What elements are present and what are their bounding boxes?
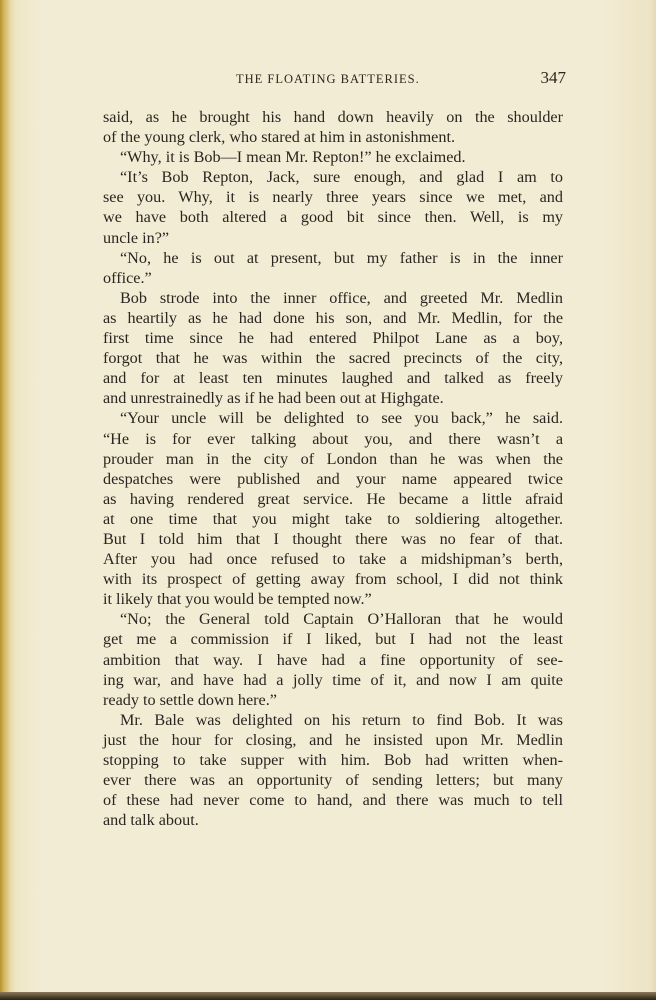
- text-line: of the young clerk, who stared at him in astonishment.: [103, 128, 456, 147]
- text-line: we have both altered a good bit since then. Well, is my: [103, 208, 563, 227]
- text-line: forgot that he was within the sacred precincts of the city,: [103, 349, 563, 368]
- text-line: stopping to take supper with him. Bob had written when-: [103, 751, 563, 769]
- text-line: as heartily as he had done his son, and Mr. Medlin, for the: [103, 308, 563, 327]
- text-line: “Why, it is Bob—I mean Mr. Repton!” he exclaimed.: [120, 148, 466, 167]
- text-line: see you. Why, it is nearly three years since we met, and: [103, 188, 563, 207]
- text-line: “Your uncle will be delighted to see you back,” he said.: [120, 409, 563, 428]
- body-text: [103, 107, 563, 830]
- text-line: and unrestrainedly as if he had been out at Highgate.: [103, 389, 444, 408]
- page-number: 347: [540, 68, 566, 87]
- text-line: get me a commission if I liked, but I had not the least: [103, 630, 563, 649]
- page-bottom-edge: [0, 992, 656, 1000]
- text-line: “He is for ever talking about you, and there wasn’t a: [103, 429, 563, 448]
- text-line: uncle in?”: [103, 228, 170, 247]
- running-title: THE FLOATING BATTERIES.: [236, 72, 420, 86]
- text-line: ready to settle down here.”: [103, 690, 277, 709]
- text-line: office.”: [103, 268, 152, 287]
- text-line: just the hour for closing, and he insisted upon Mr. Medlin: [103, 730, 563, 749]
- text-line: first time since he had entered Philpot Lane as a boy,: [103, 329, 563, 348]
- text-line: ing war, and have had a jolly time of it, and now I am quite: [103, 670, 563, 689]
- text-line: Bob strode into the inner office, and greeted Mr. Medlin: [120, 288, 563, 307]
- binding-gutter: [0, 0, 10, 1000]
- text-line: prouder man in the city of London than he was when the: [103, 449, 563, 468]
- text-line: at one time that you might take to soldiering altogether.: [103, 509, 563, 528]
- text-line: it likely that you would be tempted now.”: [103, 590, 372, 609]
- text-line: Mr. Bale was delighted on his return to find Bob. It was: [120, 710, 563, 729]
- text-line: “It’s Bob Repton, Jack, sure enough, and glad I am to: [120, 168, 563, 187]
- text-line: ever there was an opportunity of sending letters; but many: [103, 771, 563, 790]
- text-line: and for at least ten minutes laughed and talked as freely: [103, 369, 563, 388]
- text-line: “No, he is out at present, but my father is in the inner: [120, 248, 563, 267]
- text-line: with its prospect of getting away from school, I did not think: [103, 570, 563, 589]
- text-line: “No; the General told Captain O’Halloran that he would: [120, 610, 563, 629]
- text-line: of these had never come to hand, and there was much to tell: [103, 791, 563, 810]
- text-line: After you had once refused to take a midshipman’s berth,: [103, 550, 563, 569]
- text-line: said, as he brought his hand down heavily on the shoulder: [103, 108, 563, 126]
- text-line: despatches were published and your name appeared twice: [103, 469, 563, 488]
- text-line: ambition that way. I have had a fine opportunity of see-: [103, 650, 563, 669]
- text-line: as having rendered great service. He became a little afraid: [103, 489, 563, 508]
- page-header: [236, 70, 566, 92]
- text-line: and talk about.: [103, 811, 199, 830]
- text-line: But I told him that I thought there was no fear of that.: [103, 529, 563, 548]
